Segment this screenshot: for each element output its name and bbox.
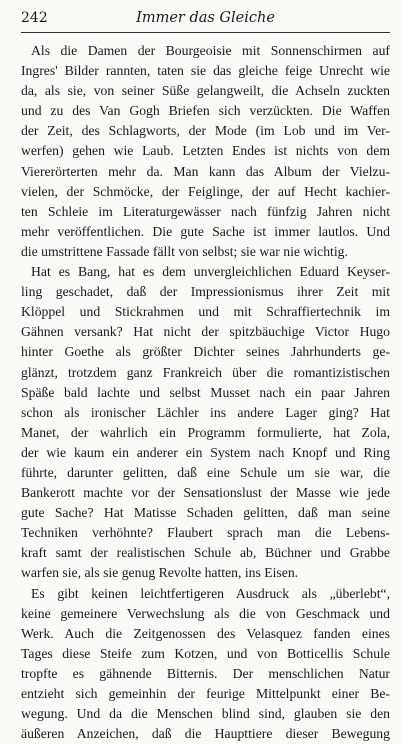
- text-line: führte, darunter gelitten, daß eine Schule um sie war, die: [21, 464, 390, 480]
- text-line: und zu des Van Gogh Briefen sich verzückten. Die Waffen: [21, 103, 390, 119]
- text-line: keine gemeinere Verwechslung als die von Geschmack und: [21, 605, 390, 621]
- paragraph: [21, 41, 390, 262]
- text-line: Hat es Bang, hat es dem unvergleichlichen Eduard Keyser-: [31, 264, 390, 280]
- text-line: vielen, der Schmöcke, der Feiglinge, der auf Hecht kachier-: [21, 183, 390, 199]
- text-line: gute Sache? Hat Matisse Schaden gelitten, daß man seine: [21, 505, 390, 521]
- text-line: Gähnen versank? Hat nicht der spitzbäuchige Victor Hugo: [21, 324, 390, 340]
- header-rule: [21, 32, 390, 33]
- text-line: äußeren Anzeichen, daß die Haupttiere dieser Bewegung: [21, 726, 390, 742]
- text-line: Ingres' Bilder rannten, taten sie das gleiche feige Unrecht wie: [21, 63, 390, 79]
- text-line: Techniken verhöhnte? Flaubert sprach man die Lebens-: [21, 525, 390, 541]
- text-line: kraft samt der realistischen Schule ab, Büchner und Grabbe: [21, 545, 390, 561]
- text-line: Als die Damen der Bourgeoisie mit Sonnenschirmen auf: [31, 43, 390, 58]
- paragraph: [21, 584, 390, 744]
- text-line: Tages diese Steife zum Kotzen, und von Botticellis Schule: [21, 645, 390, 661]
- text-line: Klöppel und Stickrahmen und mit Schraffiertechnik im: [21, 304, 390, 320]
- text-line: der wie kaum ein anderer ein System nach Knopf und Ring: [21, 444, 390, 460]
- text-line: tropfte es gähnende Bitternis. Der menschlichen Natur: [21, 665, 390, 681]
- running-title: Immer das Gleiche: [136, 10, 275, 26]
- body-text: [21, 41, 390, 744]
- text-line: Werk. Auch die Zeitgenossen des Velasquez fanden eines: [21, 625, 390, 641]
- text-line: werfen) gehen wie Laub. Letzten Endes ist nichts von dem: [21, 143, 390, 159]
- text-line: entzieht sich gemeinhin der feurige Mittelpunkt einer Be-: [21, 686, 390, 701]
- text-line: Späße bald lachte und selbst Musset nach ein paar Jahren: [21, 384, 390, 400]
- text-line: glänzt, trotzdem ganz Frankreich über die romantizistischen: [21, 364, 390, 380]
- text-line: Es gibt keinen leichtfertigeren Ausdruck als „überlebt“,: [31, 585, 390, 601]
- text-line: die umstrittene Fassade fällt von selbst; sie war nie wichtig.: [21, 243, 348, 259]
- page-number: 242: [21, 10, 48, 26]
- text-line: hinter Goethe als größter Dichter seines Jahrhunderts ge-: [21, 344, 390, 360]
- text-line: Bankerott machte vor der Sensationslust der Masse wie jede: [21, 485, 390, 501]
- text-line: da, als sie, von seiner Süße gelangweilt, die Achseln zuckten: [21, 83, 390, 99]
- page-header: [21, 6, 390, 30]
- text-line: mehr veröffentlichen. Die gute Sache ist immer lautlos. Und: [21, 223, 390, 239]
- text-line: schon als ironischer Lächler ins andere Lager ging? Hat: [21, 404, 390, 420]
- text-line: warfen sie, als sie genug Revolte hatten, ins Eisen.: [21, 565, 299, 581]
- text-line: wegung. Und da die Menschen blind sind, glauben sie den: [21, 706, 390, 722]
- paragraph: [21, 262, 390, 584]
- text-line: Viererörterten mehr da. Man kann das Album der Vielzu-: [21, 163, 390, 179]
- text-line: ling geschadet, daß der Impressionismus ihrer Zeit mit: [21, 284, 390, 300]
- text-line: Manet, der wahrlich ein Programm formulierte, hat Zola,: [21, 424, 390, 440]
- text-line: der Zeit, des Schlagworts, der Mode (im Lob und im Ver-: [21, 123, 390, 139]
- text-line: ten Schleie im Literaturgewässer nach fünfzig Jahren nicht: [21, 203, 390, 219]
